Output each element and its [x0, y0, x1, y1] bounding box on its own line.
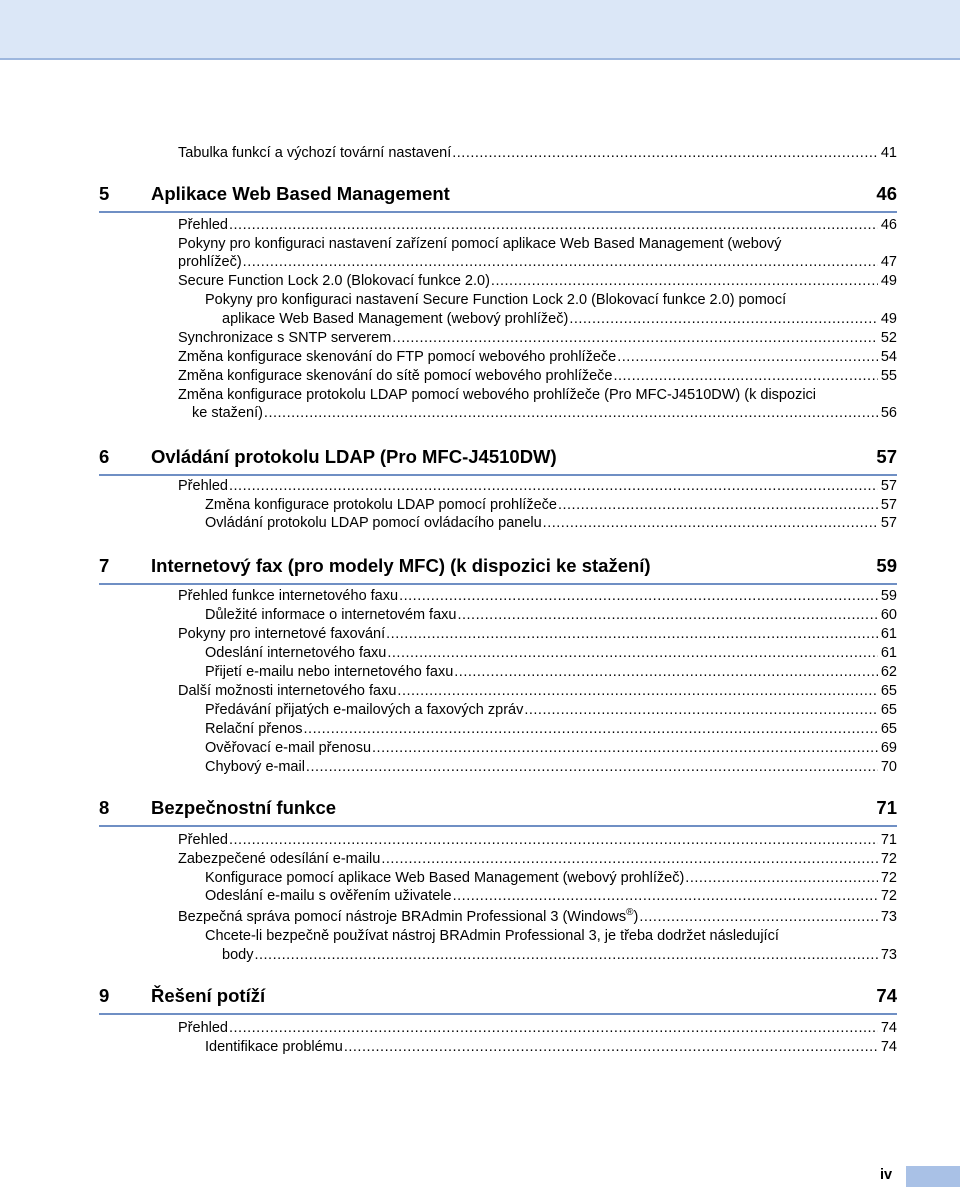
toc-entry-page: 72: [880, 851, 897, 867]
dot-leader: [264, 404, 878, 423]
toc-entry-title: Odeslání e-mailu s ověřením uživatele: [205, 888, 452, 904]
toc-entry-title: Ovládání protokolu LDAP pomocí ovládacího panelu: [205, 515, 542, 531]
toc-entry[interactable]: [205, 606, 897, 625]
toc-entry[interactable]: [178, 329, 897, 348]
toc-entry-title: Secure Function Lock 2.0 (Blokovací funkce 2.0): [178, 273, 490, 289]
dot-leader: [372, 739, 878, 758]
toc-entry-page: 55: [880, 368, 897, 384]
dot-leader: [558, 496, 878, 515]
dot-leader: [229, 216, 878, 235]
toc-entry-title: Změna konfigurace skenování do FTP pomocí webového prohlížeče: [178, 349, 617, 365]
toc-entry-title: ke stažení): [192, 405, 263, 421]
toc-entry[interactable]: [205, 701, 897, 720]
toc-entry-page: 57: [880, 478, 897, 494]
dot-leader: [453, 887, 878, 906]
toc-entry-title: Konfigurace pomocí aplikace Web Based Management (webový prohlížeč): [205, 870, 685, 886]
toc-entry[interactable]: [178, 682, 897, 701]
toc-entry[interactable]: [178, 587, 897, 606]
toc-entry[interactable]: [178, 216, 897, 235]
dot-leader: [392, 329, 878, 348]
toc-entry-page: 52: [880, 330, 897, 346]
chapter-page: 71: [876, 797, 897, 818]
toc-entry-page: 46: [880, 217, 897, 233]
toc-entry-title: Tabulka funkcí a výchozí tovární nastavení: [178, 145, 452, 161]
toc-entry-title: Pokyny pro internetové faxování: [178, 626, 386, 642]
dot-leader: [243, 253, 878, 272]
toc-entry[interactable]: [205, 1038, 897, 1057]
toc-entry[interactable]: [178, 625, 897, 644]
toc-entry[interactable]: [222, 310, 897, 329]
toc-entry[interactable]: [178, 1019, 897, 1038]
chapter-heading[interactable]: [99, 555, 897, 585]
toc-entry-title: Ověřovací e-mail přenosu: [205, 740, 372, 756]
toc-entry[interactable]: [205, 644, 897, 663]
toc-entry-page: 49: [880, 273, 897, 289]
toc-entry-page: 59: [880, 588, 897, 604]
dot-leader: [454, 663, 878, 682]
toc-entry-page: 73: [880, 947, 897, 963]
toc-entry-page: 61: [880, 645, 897, 661]
toc-entry-title: Zabezpečené odesílání e-mailu: [178, 851, 381, 867]
toc-entry[interactable]: [178, 367, 897, 386]
dot-leader: [491, 272, 878, 291]
chapter-page: 46: [876, 183, 897, 204]
toc-entry[interactable]: [205, 496, 897, 515]
chapter-title: Řešení potíží: [151, 985, 266, 1006]
toc-entry-page: 65: [880, 702, 897, 718]
dot-leader: [229, 1019, 878, 1038]
toc-entry-title: Synchronizace s SNTP serverem: [178, 330, 392, 346]
chapter-title: Ovládání protokolu LDAP (Pro MFC-J4510DW): [151, 446, 557, 467]
toc-entry-title-line[interactable]: Chcete-li bezpečně používat nástroj BRAdmin Professional 3, je třeba dodržet následující: [205, 928, 779, 944]
toc-entry-title: Další možnosti internetového faxu: [178, 683, 397, 699]
toc-entry-page: 70: [880, 759, 897, 775]
toc-entry-page: 54: [880, 349, 897, 365]
toc-entry-title: Odeslání internetového faxu: [205, 645, 387, 661]
chapter-number: 9: [99, 985, 110, 1006]
chapter-title: Internetový fax (pro modely MFC) (k dispozici ke stažení): [151, 555, 651, 576]
toc-entry-page: 49: [880, 311, 897, 327]
toc-entry-title: Přehled: [178, 217, 228, 233]
toc-entry-page: 57: [880, 515, 897, 531]
toc-entry-page: 61: [880, 626, 897, 642]
toc-entry-page: 72: [880, 888, 897, 904]
dot-leader: [639, 908, 878, 927]
toc-entry-page: 73: [880, 909, 897, 925]
dot-leader: [613, 367, 877, 386]
toc-entry[interactable]: [178, 272, 897, 291]
toc-entry[interactable]: [205, 887, 897, 906]
toc-entry-title-line[interactable]: Pokyny pro konfiguraci nastavení Secure Function Lock 2.0 (Blokovací funkce 2.0) pomocí: [205, 292, 787, 308]
toc-entry-page: 65: [880, 721, 897, 737]
chapter-number: 7: [99, 555, 110, 576]
dot-leader: [386, 625, 878, 644]
chapter-number: 6: [99, 446, 110, 467]
chapter-number: 5: [99, 183, 110, 204]
dot-leader: [229, 477, 878, 496]
toc-entry[interactable]: [205, 514, 897, 533]
toc-entry-title-close: ): [633, 909, 639, 925]
toc-entry-title: Přehled funkce internetového faxu: [178, 588, 399, 604]
toc-entry[interactable]: [178, 831, 897, 850]
toc-entry-page: 47: [880, 254, 897, 270]
toc-entry-title: Přehled: [178, 478, 228, 494]
dot-leader: [457, 606, 877, 625]
toc-entry-title: Změna konfigurace skenování do sítě pomocí webového prohlížeče: [178, 368, 613, 384]
chapter-page: 59: [876, 555, 897, 576]
toc-entry-page: 56: [880, 405, 897, 421]
dot-leader: [304, 720, 878, 739]
dot-leader: [306, 758, 878, 777]
toc-entry-title: [178, 908, 638, 927]
toc-entry-page: 41: [880, 145, 897, 161]
toc-entry-page: 74: [880, 1039, 897, 1055]
toc-entry-page: 74: [880, 1020, 897, 1036]
toc-entry-title: aplikace Web Based Management (webový prohlížeč): [222, 311, 569, 327]
dot-leader: [344, 1038, 878, 1057]
dot-leader: [685, 869, 878, 888]
toc-entry-page: 71: [880, 832, 897, 848]
toc-entry[interactable]: [178, 477, 897, 496]
dot-leader: [524, 701, 878, 720]
header-band: [0, 0, 960, 60]
toc-entry[interactable]: [205, 739, 897, 758]
toc-entry[interactable]: [192, 404, 897, 423]
toc-entry[interactable]: [222, 946, 897, 965]
toc-entry-title-line[interactable]: Změna konfigurace protokolu LDAP pomocí webového prohlížeče (Pro MFC-J4510DW) (k dispozici: [178, 387, 817, 403]
chapter-title: Aplikace Web Based Management: [151, 183, 450, 204]
toc-entry-title-line[interactable]: Pokyny pro konfiguraci nastavení zařízení pomocí aplikace Web Based Management (webový: [178, 236, 782, 252]
dot-leader: [543, 514, 878, 533]
toc-entry-page: 65: [880, 683, 897, 699]
toc-entry-title: Změna konfigurace protokolu LDAP pomocí prohlížeče: [205, 497, 557, 513]
toc-entry-title: Přehled: [178, 1020, 228, 1036]
dot-leader: [254, 946, 877, 965]
toc-entry-page: 62: [880, 664, 897, 680]
registered-mark: ®: [626, 907, 634, 919]
toc-entry[interactable]: [205, 869, 897, 888]
toc-entry-page: 72: [880, 870, 897, 886]
toc-entry[interactable]: [178, 348, 897, 367]
toc-entry[interactable]: [205, 720, 897, 739]
toc-entry-title: prohlížeč): [178, 254, 242, 270]
toc-entry-title-main: Bezpečná správa pomocí nástroje BRAdmin Professional 3 (Windows: [178, 909, 627, 925]
toc-entry[interactable]: [178, 253, 897, 272]
dot-leader: [229, 831, 878, 850]
toc-entry[interactable]: [205, 663, 897, 682]
chapter-heading[interactable]: [99, 446, 897, 476]
chapter-heading[interactable]: [99, 183, 897, 213]
toc-entry-title: Chybový e-mail: [205, 759, 305, 775]
chapter-number: 8: [99, 797, 110, 818]
toc-entry-page: 57: [880, 497, 897, 513]
dot-leader: [397, 682, 877, 701]
toc-entry-title: Identifikace problému: [205, 1039, 343, 1055]
dot-leader: [569, 310, 878, 329]
chapter-heading[interactable]: [99, 985, 897, 1015]
page-number: iv: [880, 1167, 893, 1183]
toc-entry-title: Přijetí e-mailu nebo internetového faxu: [205, 664, 454, 680]
dot-leader: [617, 348, 878, 367]
toc-entry-page: 69: [880, 740, 897, 756]
toc-entry-title: Přehled: [178, 832, 228, 848]
chapter-page: 57: [876, 446, 897, 467]
toc-entry[interactable]: [205, 758, 897, 777]
toc-entry-page: 60: [880, 607, 897, 623]
dot-leader: [452, 144, 878, 163]
toc-entry[interactable]: [178, 908, 897, 927]
chapter-heading[interactable]: [99, 797, 897, 827]
dot-leader: [381, 850, 878, 869]
toc-entry[interactable]: [178, 850, 897, 869]
toc-entry-title: Relační přenos: [205, 721, 303, 737]
toc-entry-title: Důležité informace o internetovém faxu: [205, 607, 457, 623]
dot-leader: [387, 644, 877, 663]
footer-bar: [906, 1166, 960, 1187]
toc-entry-title: Předávání přijatých e-mailových a faxových zpráv: [205, 702, 524, 718]
chapter-title: Bezpečnostní funkce: [151, 797, 337, 818]
toc-entry-title: body: [222, 947, 254, 963]
dot-leader: [399, 587, 878, 606]
toc-entry[interactable]: [178, 144, 897, 163]
chapter-page: 74: [876, 985, 897, 1006]
